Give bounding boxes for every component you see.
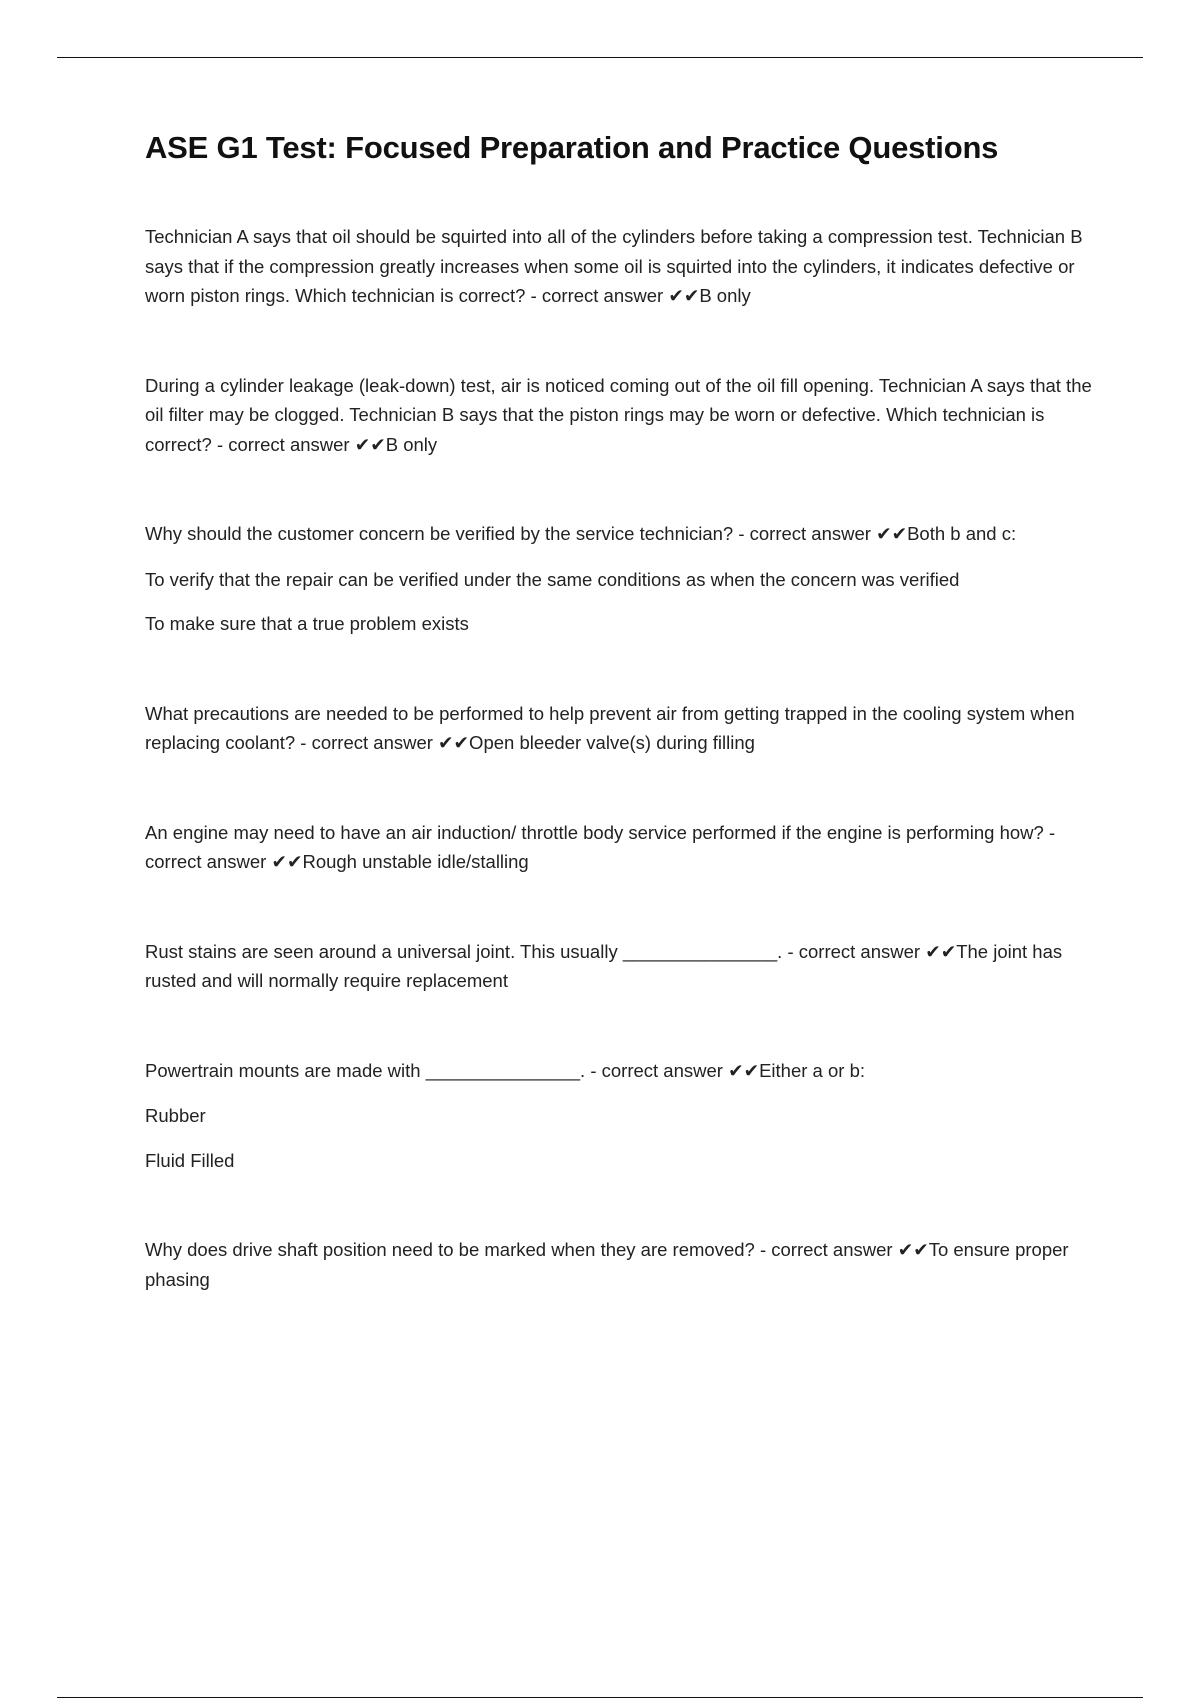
qa-item xyxy=(145,699,1095,758)
qa-text: An engine may need to have an air induction/ throttle body service performed if the engine is performing how? - correct answer ✔✔Rough unstable idle/stalling xyxy=(145,821,1056,872)
qa-subline: Rubber xyxy=(145,1105,206,1126)
document-title: ASE G1 Test: Focused Preparation and Practice Questions xyxy=(145,130,999,165)
qa-item xyxy=(145,937,1095,996)
qa-text: Why should the customer concern be verified by the service technician? - correct answer ✔✔Both b and c: xyxy=(145,523,1017,544)
qa-text: What precautions are needed to be performed to help prevent air from getting trapped in the cooling system when replacing coolant? - correct answer ✔✔Open bleeder valve(s) during filling xyxy=(145,702,1075,753)
qa-text: Technician A says that oil should be squirted into all of the cylinders before taking a compression test. Technician B says that if the compression greatly increases when some oil is squirted into the cylinders, it indicates defective or worn piston rings. Which technician is correct? - correct answer ✔✔B only xyxy=(145,226,1083,306)
qa-text: During a cylinder leakage (leak-down) test, air is noticed coming out of the oil fill opening. Technician A says that the oil filter may be clogged. Technician B says that the piston rings may be worn or defective. Which technician is correct? - correct answer ✔✔B only xyxy=(145,374,1092,455)
qa-subline: To make sure that a true problem exists xyxy=(145,613,469,634)
qa-item xyxy=(145,1235,1095,1294)
bottom-rule xyxy=(57,1697,1143,1698)
qa-text: Powertrain mounts are made with _______________. - correct answer ✔✔Either a or b: xyxy=(145,1059,865,1081)
document-page xyxy=(145,130,1095,1354)
qa-item xyxy=(145,519,1095,639)
qa-subline: Fluid Filled xyxy=(145,1149,235,1171)
qa-text: Why does drive shaft position need to be marked when they are removed? - correct answer ✔✔To ensure proper phasing xyxy=(145,1239,1069,1290)
qa-item xyxy=(145,1056,1095,1176)
qa-item xyxy=(145,222,1095,311)
qa-text: Rust stains are seen around a universal joint. This usually _______________. - correct answer ✔✔The joint has rusted and will normally require replacement xyxy=(145,940,1063,991)
qa-item xyxy=(145,371,1095,460)
qa-item xyxy=(145,818,1095,877)
top-rule xyxy=(57,57,1143,58)
qa-subline: To verify that the repair can be verified under the same conditions as when the concern was verified xyxy=(145,568,960,590)
